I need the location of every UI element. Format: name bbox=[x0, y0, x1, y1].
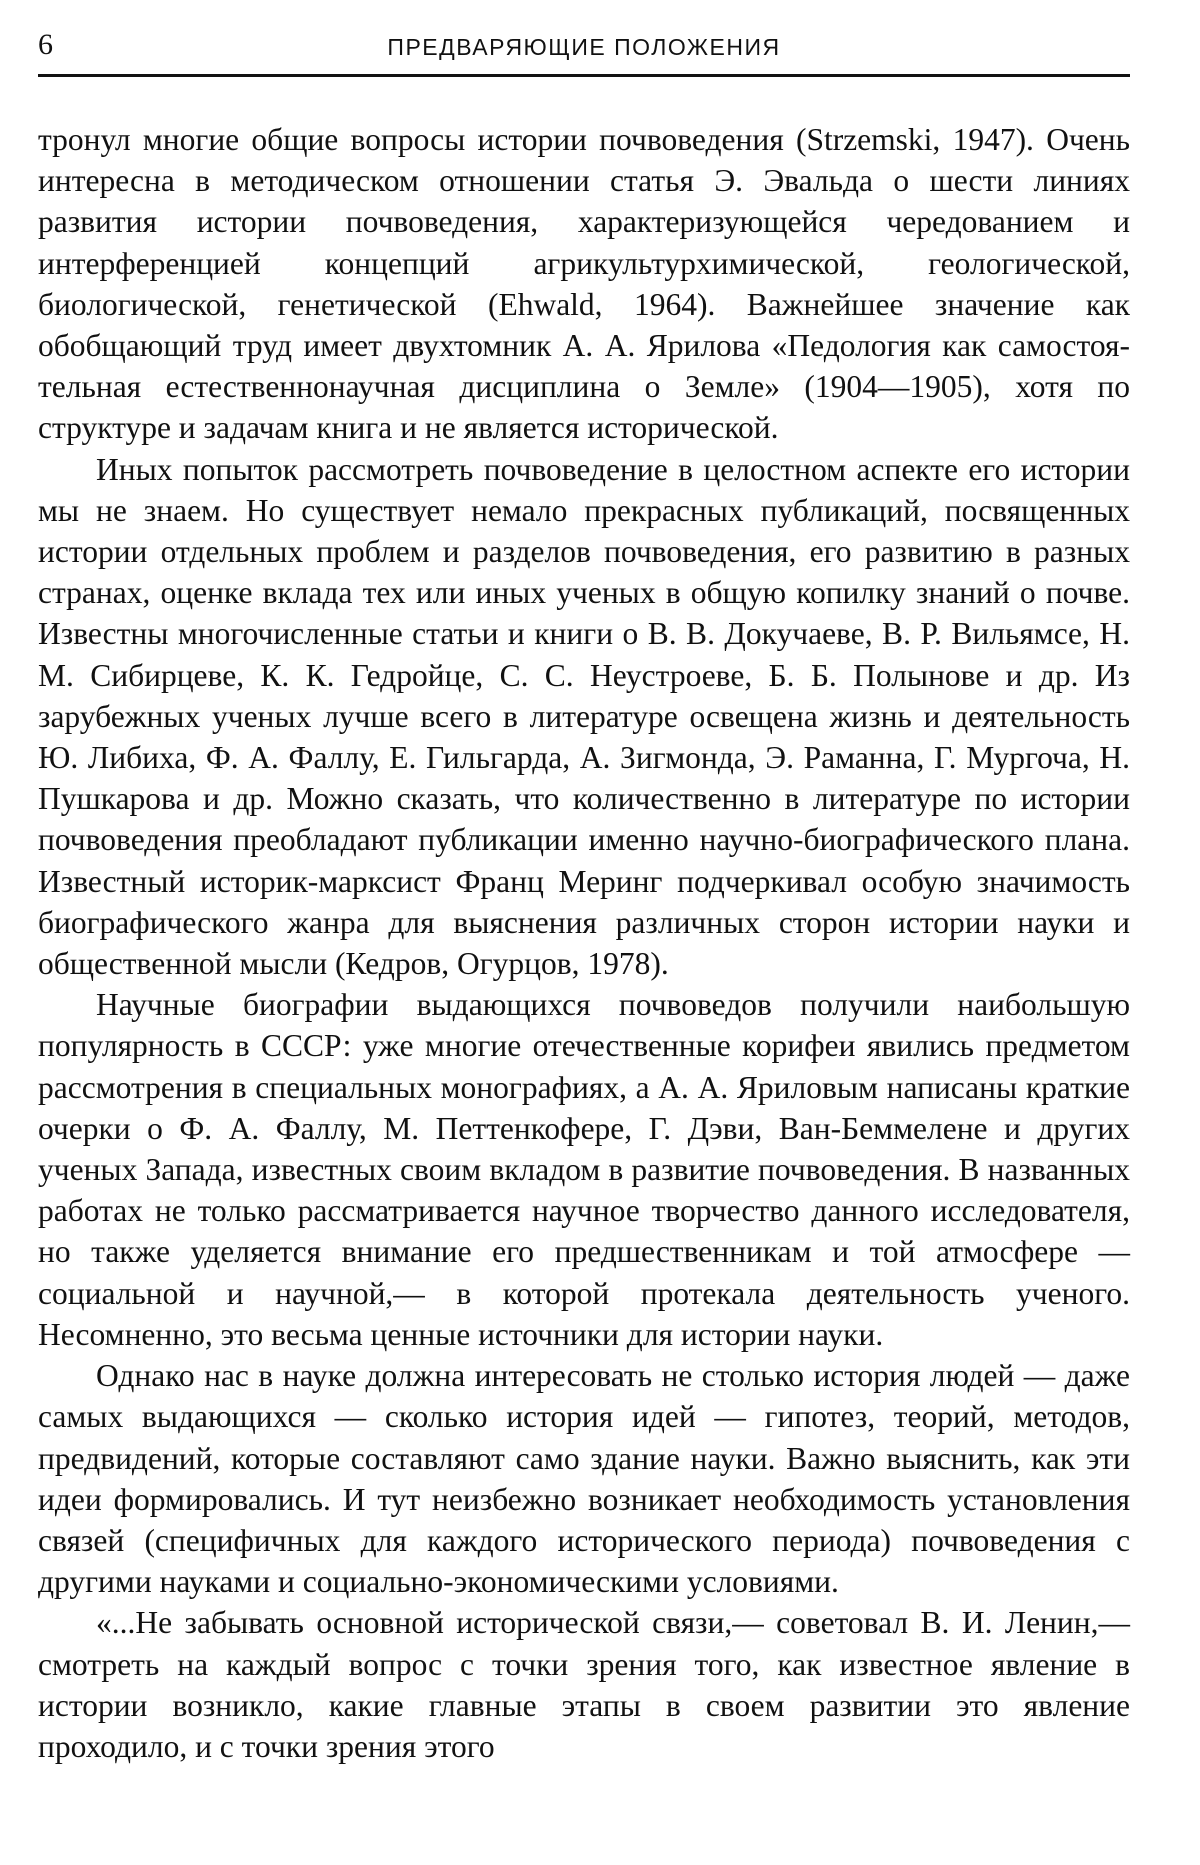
paragraph-3: Научные биографии выдающихся почвоведов получили наибольшую популярность в СССР: уже многие отечественные корифеи явились предметом рассмотрения в специальных монографиях, а А. А. Яриловым написаны краткие очерки о Ф. А. Фаллу, М. Петтенкофере, Г. Дэви, Ван-Беммелене и других ученых Запада, известных своим вкладом в развитие почвоведения. В названных работах не только рассматривается научное творчество данного исследователя, но также уделяется внимание его предшественникам и той атмосфере — социальной и научной,— в которой протекала деятельность ученого. Несомненно, это весьма ценные источники для истории науки. bbox=[38, 987, 1130, 1352]
book-page bbox=[38, 24, 1130, 1767]
header-rule bbox=[38, 74, 1130, 77]
page-header bbox=[38, 24, 1130, 68]
paragraph-4: Однако нас в науке должна интересовать не столько история людей — даже самых выдающихся — сколько история идей — гипотез, теорий, методов, предвидений, которые составляют само здание науки. Важно выяснить, как эти идеи формировались. И тут неизбежно возникает необходимость установления связей (специфичных для каждого исторического периода) почвоведения с другими науками и социально-экономическими условиями. bbox=[38, 1358, 1130, 1600]
paragraph-2: Иных попыток рассмотреть почвоведение в целостном аспекте его истории мы не знаем. Но существует немало прекрасных публикаций, посвященных истории отдельных проблем и разделов почвоведения, его развитию в разных странах, оценке вклада тех или иных ученых в общую копилку знаний о почве. Известны многочисленные статьи и книги о В. В. Докучаеве, В. Р. Вильямсе, Н. М. Сибирцеве, К. К. Гедройце, С. С. Неустроеве, Б. Б. Полынове и др. Из зарубежных ученых лучше всего в литературе освещена жизнь и деятельность Ю. Либиха, Ф. А. Фаллу, Е. Гильгарда, А. Зигмонда, Э. Раманна, Г. Мургоча, Н. Пушкарова и др. Можно сказать, что количественно в литературе по истории почвоведения преобладают публикации именно научно-биографического плана. Известный историк-марксист Франц Меринг подчеркивал особую значимость биографического жанра для выяснения различных сторон истории науки и общественной мысли (Кедров, Огурцов, 1978). bbox=[38, 451, 1130, 982]
page-number: 6 bbox=[38, 28, 53, 61]
body-text bbox=[38, 119, 1130, 1767]
running-title: ПРЕДВАРЯЮЩИЕ ПОЛОЖЕНИЯ bbox=[387, 34, 781, 60]
paragraph-1: тронул многие общие вопросы истории почвоведения (Strzemski, 1947). Очень интересна в методическом отношении статья Э. Эвальда о шести линиях развития истории почвоведения, характеризующейся чередованием и интерференцией концепций агрикультурхимической, геологической, биологической, генетической (Ehwald, 1964). Важнейшее значение как обобщающий труд имеет двухтомник А. А. Ярилова «Педология как самостоятельная естественнонаучная дисциплина о Земле» (1904—1905), хотя по структуре и задачам книга и не является исторической. bbox=[38, 122, 1130, 446]
paragraph-5: «...Не забывать основной исторической связи,— советовал В. И. Ленин,— смотреть на каждый вопрос с точки зрения того, как известное явление в истории возникло, какие главные этапы в своем развитии это явление проходило, и с точки зрения этого bbox=[38, 1605, 1130, 1764]
